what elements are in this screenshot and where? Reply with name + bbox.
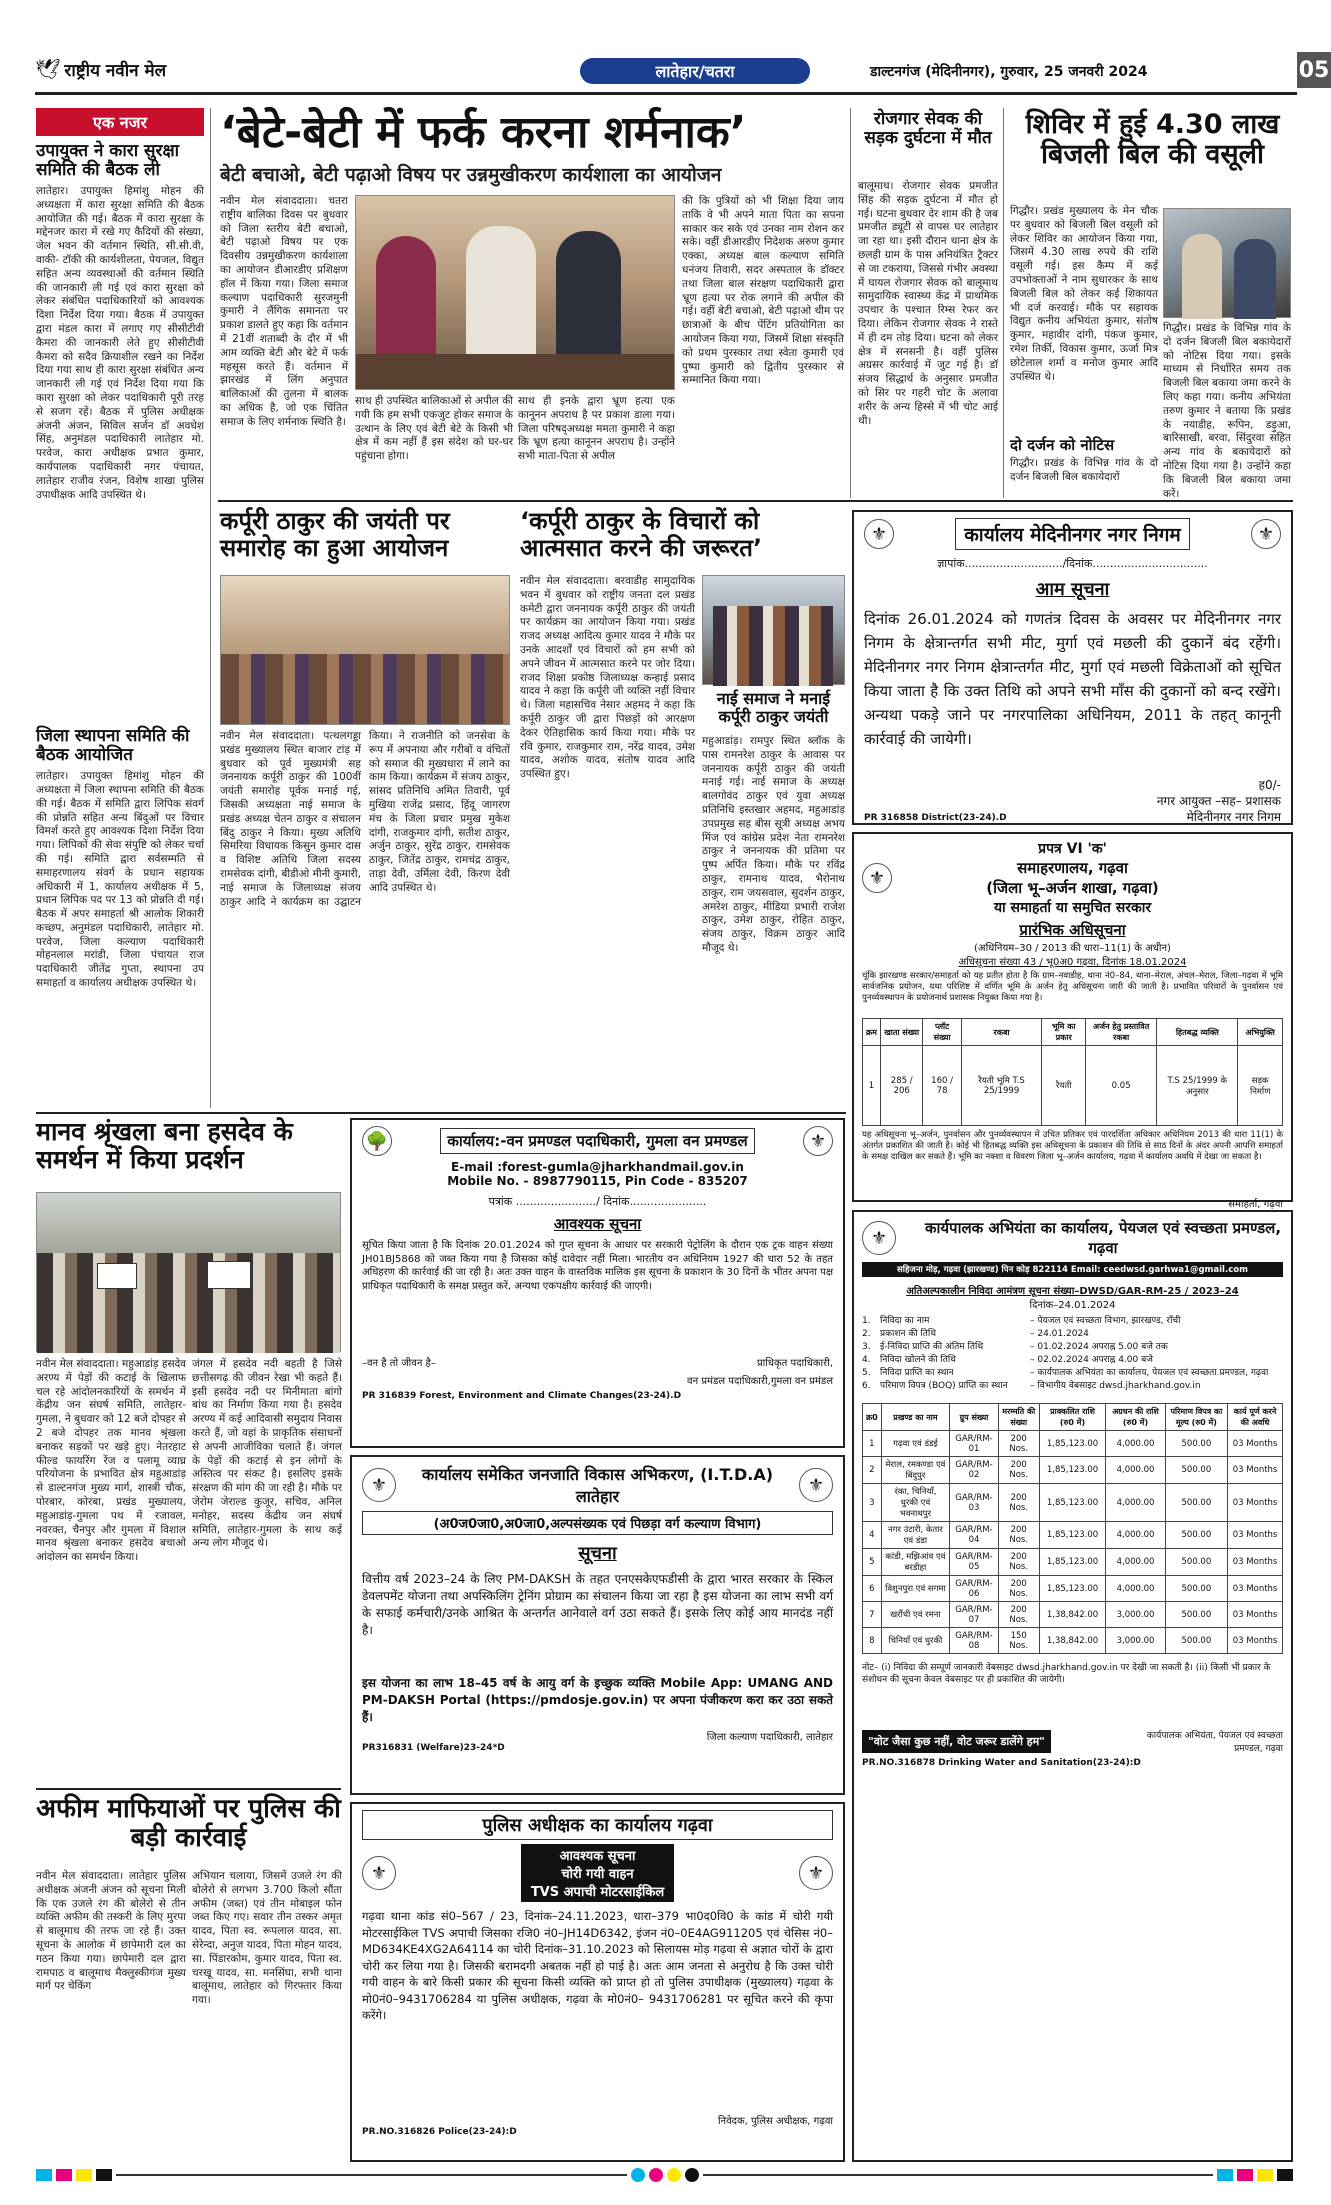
peyjal-slogan: "वोट जैसा कुछ नहीं, वोट जरूर डालेंगे हम" [862,1730,1051,1753]
nagar-nigam-pr: PR 316858 District(23-24).D [864,813,1007,823]
nagar-nigam-sig1: ह0/- [1258,778,1281,792]
table-header-cell: हितबद्ध व्यक्ति [1157,1019,1238,1046]
peyjal-notice-no: अतिअल्पकालीन निविदा आमंत्रण सूचना संख्या–DWSD/GAR-RM-25 / 2023–24 [906,1286,1239,1297]
table-cell: 1,85,123.00 [1039,1484,1106,1522]
lead-photo [355,195,675,390]
lead-col1: नवीन मेल संवाददाता। चतरा राष्ट्रीय बालिका दिवस पर बुधवार को जिला स्तरीय बेटी बचाओ, बेटी पढ़ाओ विषय पर एक दिवसीय उन्नमुखीकरण कार्यशाला का आयोजन डीआरडीए प्रशिक्षण हॉल में किया गया। जिला समाज कल्याण पदाधिकारी सुरजमुनी कुमारी ने लैंगिक समानता पर प्रकाश डालते हुए कहा कि वर्तमान में 21वीं शताब्दी के दौर में भी आम व्यक्ति बेटी और बेटे में फर्क महसूस करते हैं। वर्तमान में झारखंड में लिंग अनुपात बालिकाओं की तुलना में बालक का अधिक है, जो एक चिंतित समाज के लिए शर्मनाक स्थिति है। [220,195,348,428]
table-cell: 200 Nos. [998,1549,1039,1576]
itda-body: वित्तीय वर्ष 2023–24 के लिए PM-DAKSH के तहत एनएसकेएफडीसी के द्वारा भारत सरकार के स्किल डेवलपमेंट योजना तथा अपस्किलिंग ट्रेनिंग प्रोग्राम का संचालन किया जा रहा है इस योजना का लाभ सभी वर्ग के सफाई कर्मचारी/उनके आश्रित के अन्तर्गत आनेवाले वर्ग उठा सकते हैं। इसके लिए कोई आय मानदंड नहीं है। [362,1572,833,1637]
van-title: आवश्यक सूचना [553,1215,642,1233]
table-cell: 200 Nos. [998,1457,1039,1484]
table-cell: 03 Months [1228,1576,1283,1602]
table-row [863,1046,1283,1126]
itda-office: कार्यालय समेकित जनजाति विकास अभिकरण, (I.T.D.A) लातेहार [421,1465,774,1506]
paper-logo [35,54,210,84]
table-cell: 150 Nos. [998,1628,1039,1654]
ek-nazar-label: एक नजर [36,108,204,136]
afim-col2: अभियान चलाया, जिसमें उजले रंग की बोलेरो से लगभग 3.700 किलो सौंता अफीम (जब्त) एवं तीन मोबाइल फोन जब्त किए गए। सवार तीन तस्कर अमृत यादव, पिता स्व. रूपलाल यादव, सा. सेरेन्दा, अनुज यादव, पिता मोहन यादव, सा. पिंडारकोम, कुमार यादव, पिता स्व. चरखू यादव, सा. मनसिंघा, सभी थाना बालूमाथ, लातेहार को गिरफ्तार किया गया। [192,1870,342,2007]
table-cell: 1,85,123.00 [1039,1431,1106,1457]
emblem-icon: ⚜ [803,1126,833,1156]
table-cell: 4,000.00 [1106,1522,1165,1549]
peyjal-items [862,1315,1283,1393]
lead-col4: की कि पुत्रियों को भी शिक्षा दिया जाय ताकि वे भी अपने माता पिता का सपना साकार कर सके एवं उनका नाम रोशन कर सके। वहीं डीआरडीए निदेशक अरुण कुमार एक्का, अध्यक्ष बाल कल्याण समिति धनंजय तिवारी, सदर अस्पताल के डॉक्टर तथा जिला बाल संरक्षण पदाधिकारी द्वारा भ्रूण हत्या पर रोक लगाने की अपील की गई। वहीं बेटी बचाओ, बेटी पढ़ाओ थीम पर छात्राओं के बीच पेंटिंग प्रतियोगिता का आयोजन किया गया, जिसमें शिक्षा संस्कृति को प्रथम पुरस्कार तथा स्वेता कुमारी एवं पुष्पा कुमारी को द्वितीय पुरस्कार से सम्मानित किया गया। [682,195,844,387]
table-cell: सड़क निर्माण [1238,1046,1283,1126]
itda-notice [350,1455,845,1795]
table-cell: 1,38,842.00 [1039,1602,1106,1628]
police-office: पुलिस अधीक्षक का कार्यालय गढ़वा [362,1810,833,1840]
table-cell: GAR/RM-04 [950,1522,999,1549]
table-cell: रंका, चिनियाँ, धुरकी एवं भवनाथपुर [881,1484,949,1522]
table-cell: GAR/RM-03 [950,1484,999,1522]
table-cell: 200 Nos. [998,1602,1039,1628]
table-cell: 2 [863,1457,882,1484]
police-title2: चोरी गयी वाहन [561,1867,634,1882]
nagar-nigam-sig3: मेदिनीनगर नगर निगम [1186,810,1281,824]
van-sig2: वन प्रमंडल पदाधिकारी,गुमला वन प्रमंडल [687,1376,833,1387]
nagar-nigam-sig2: नगर आयुक्त –सह– प्रशासक [1156,794,1281,808]
table-cell: 7 [863,1602,882,1628]
h-rule-1 [218,500,1293,502]
shivir-notice-headline: दो दर्जन को नोटिस [1010,436,1115,454]
nagar-nigam-notice [852,510,1293,825]
list-item: 4. निविदा खोलने की तिथि – 02.02.2024 अपराह्न 4.00 बजे [862,1355,1153,1365]
table-cell: 5 [863,1549,882,1576]
van-sig: प्राधिकृत पदाधिकारी, [756,1358,833,1369]
van-office: कार्यालय:-वन प्रमण्डल पदाधिकारी, गुमला वन प्रमण्डल [440,1128,754,1154]
table-cell: 1 [863,1046,881,1126]
shivir-notice-body: गिद्धौर। प्रखंड के विभिन्न गांव के दो दर्जन बिजली बिल बकायेदारों को नोटिस दिया गया। इसके माध्यम से निर्धारित समय तक बिजली बिल बकाया जमा करने के लिए कहा गया। कनीय अभियंता तरुण कुमार ने बताया कि प्रखंड के नयाडीह, रूपिन, डड़ुआ, बारिसाखी, बरवा, सिंदुरवा सहित अन्य गांव के बकायेदारों को नोटिस दिया गया है। उन्होंने कहा कि बिजली बिल बकाया जमा करें। [1163,322,1291,500]
itda-sig: जिला कल्याण पदाधिकारी, लातेहार [706,1732,833,1743]
peyjal-table [862,1403,1283,1654]
table-row [863,1576,1283,1602]
table-header-cell: कार्य पूर्ण करने की अवधि [1228,1404,1283,1431]
table-header-cell: अग्रधन की राशि (रु0 में) [1106,1404,1165,1431]
afim-col1: नवीन मेल संवाददाता। लातेहार पुलिस अधीक्षक अंजनी अंजन को सूचना मिली कि एक उजले रंग की बोलेरो से तीन व्यक्ति अफीम की तस्करी के लिए मुरपा से बालूमाथ की तरफ जा रहे हैं। उक्त सूचना के आलोक में छापेमारी दल का गठन किया गया। छापेमारी दल द्वारा रामपाठ व बालूमाथ मैक्लुस्कीगंज मुख्य मार्ग पर चेकिंग [36,1870,186,1993]
list-item: 6. परिमाण विपत्र (BOQ) प्राप्ति का स्थान – विभागीय वेबसाइट dwsd.jharkhand.gov.in [862,1381,1201,1391]
h-rule-2 [36,1112,846,1114]
prapatra-office: समाहरणालय, गढ़वा [1017,859,1128,877]
peyjal-address: सहिजना मोड़, गढ़वा (झारखण्ड) पिन कोड़ 822114 Email: ceedwsd.garhwa1@gmail.com [862,1262,1283,1277]
nai-samaj-body: महुआडांड़। रामपुर स्थित ब्लॉक के पास रामनरेश ठाकुर के आवास पर जननायक कर्पूरी ठाकुर की जयंती मनाई गई। नाई समाज के अध्यक्ष बालगोवंद ठाकुर एवं युवा अध्यक्ष प्रतिनिधि इस्तखार अहमद, महुआडांड़ उपप्रमुख सह बीस सूत्री अध्यक्ष अभय मिंज एवं कांग्रेस प्रदेश नेता रामनरेश ठाकुर ने जननायक की प्रतिमा पर पुष्प अर्पित किया। मौके पर रविंद्र ठाकुर, रामनाथ यादव, भैरोनाथ ठाकुर, राम जयसवाल, सुदर्शन ठाकुर, अमरेश ठाकुर, मीडिया प्रभारी राजेश ठाकुर, उमेश ठाकुर, रोहित ठाकुर, संजय ठाकुर, विक्रम ठाकुर आदि मौजूद थे। [702,735,845,954]
table-cell: 3,000.00 [1106,1602,1165,1628]
hasdev-col2: जंगल में हसदेव नदी बहती है जिसे छत्तीसगढ़ की जीवन रेखा भी कहते हैं। इसी हसदेव नदी पर मिनीमाता बांगो बांध का निर्माण किया गया है। हसदेव अरण्य में कई आदिवासी समुदाय निवास करते हैं, जो वहां के प्राकृतिक संसाधनों से अपनी आजीविका चलाते हैं। जंगल के पेड़ों की कटाई से इन लोगों के अस्तित्व पर संकट है। इसलिए इसके संरक्षण की मांग की जा रही है। मौके पर जेरोम जेराल्ड कुजूर, सचिव, अनिल मनोहर, सदस्य केंद्रीय जन संघर्ष समिति, लातेहार-गुमला के साथ कई अन्य लोग मौजूद थे। [192,1358,342,1550]
lead-headline: ‘बेटे-बेटी में फर्क करना शर्मनाक’ [220,107,747,158]
prapatra-sub: (जिला भू–अर्जन शाखा, गढ़वा) [986,879,1159,897]
list-item: 2. प्रकाशन की तिथि – 24.01.2024 [862,1329,1089,1339]
table-cell: 03 Months [1228,1484,1283,1522]
table-cell: 500.00 [1165,1457,1228,1484]
peyjal-table-header [863,1404,1283,1431]
lead-subhead: बेटी बचाओ, बेटी पढ़ाओ विषय पर उन्नमुखीकरण कार्यशाला का आयोजन [220,164,722,186]
section-label: लातेहार/चतरा [655,62,735,81]
list-item: 3. ई-निविदा प्राप्ति की अंतिम तिथि – 01.02.2024 अपराह्न 5.00 बजे तक [862,1342,1168,1352]
section-banner [580,58,810,84]
van-email: E-mail :forest-gumla@jharkhandmail.gov.in [451,1160,744,1174]
prapatra-case: अधिसूचना संख्या 43 / भू0अ0 गढ़वा, दिनांक 18.01.2024 [958,957,1187,968]
table-cell: 500.00 [1165,1628,1228,1654]
table-header-cell: क्र0 [863,1404,882,1431]
shivir-notice-lead: गिद्धौर। प्रखंड के विभिन्न गांव के दो दर्जन बिजली बिल बकायेदारों [1010,457,1158,483]
rojgar-body: बालूमाथ। रोजगार सेवक प्रमजीत सिंह की सड़क दुर्घटना में मौत हो गई। घटना बुधवार देर शाम की है जब प्रमजीत ड्यूटी से वापस घर लातेहार जा रहा था। इसी दौरान थाना क्षेत्र के छलही ग्राम के पास अनियंत्रित ट्रैक्टर से जा टकराया, जिससे गंभीर अवस्था में घायल रोजगार सेवक को बालूमाथ सामुदायिक स्वास्थ्य केंद्र में प्राथमिक उपचार के पश्चात रिम्स रेफर कर दिया। लेकिन रोजगार सेवक ने रास्ते में ही दम तोड़ दिया। घटना को लेकर क्षेत्र में सनसनी है। वहीं पुलिस अग्रसर कार्रवाई में जुट गई है। डॉ संजय सिद्धार्थ के अनुसार प्रमजीत को सिर पर गहरी चोट के अलावा शरीर के अन्य हिस्से में भी चोट आई थी। [858,180,998,427]
lead-col3: साथ ही इनके द्वारा भ्रूण हत्या एक कानूनन अपराध है पर प्रकाश डाला गया। जिला परिषद्अध्यक्ष ममता कुमारी ने कहा कि भ्रूण हत्या कानूनन अपराध है। उन्होंने सभी माता-पिता से अपील [518,395,675,463]
table-cell: 4,000.00 [1106,1576,1165,1602]
lead-col2: साथ ही उपस्थित बालिकाओं से अपील की गयी कि हम सभी एकजुट होकर समाज के उत्थान के लिए एवं बेटी बेटे के किसी भी क्षेत्र में कम नहीं हैं इस संदेश को घर-घर पहुंचाना होगा। [355,395,513,463]
peyjal-tender-notice [852,1210,1293,2162]
shivir-photo [1163,208,1291,318]
nagar-nigam-ref: ज्ञापांक............................/दिनांक................................. [937,557,1208,570]
peyjal-office: कार्यपालक अभियंता का कार्यालय, पेयजल एवं स्वच्छता प्रमण्डल, गढ़वा [924,1219,1282,1257]
karpuri1-photo [220,575,510,725]
page-number: 05 [1297,52,1331,88]
table-cell: 1,38,842.00 [1039,1628,1106,1654]
prapatra-table [862,1018,1283,1126]
table-cell: 500.00 [1165,1576,1228,1602]
table-cell: 3,000.00 [1106,1628,1165,1654]
itda-body2: इस योजना का लाभ 18–45 वर्ष के आयु वर्ग के इच्छुक व्यक्ति Mobile App: UMANG AND PM-DAKSH Portal (https://pmdosje.gov.in) पर अपना पंजीकरण करा कर उठा सकते हैं। [362,1676,833,1724]
table-cell: रैयती भूमि T.S 25/1999 [961,1046,1042,1126]
table-cell: GAR/RM-01 [950,1431,999,1457]
table-header-cell: खाता संख्या [880,1019,923,1046]
van-pr: PR 316839 Forest, Environment and Climate Changes(23-24).D [362,1391,682,1401]
van-mobile: Mobile No. - 8987790115, Pin Code - 835207 [447,1174,748,1188]
brief-headline-1: उपायुक्त ने कारा सुरक्षा समिति की बैठक ली [36,141,180,181]
van-notice [350,1118,845,1448]
nagar-nigam-office: कार्यालय मेदिनीनगर नगर निगम [955,518,1190,550]
table-cell: 1,85,123.00 [1039,1522,1106,1549]
col-divider-left [210,108,211,1108]
brief-body-2: लातेहार। उपायुक्त हिमांशु मोहन की अध्यक्षता में जिला स्थापना समिति की बैठक की गई। बैठक में समिति द्वारा लिपिक संवर्ग की प्रोन्नति सहित अन्य बिंदुओं पर विचार विमर्श करते हुए आवश्यक दिशा निर्देश दिया गया। लिपिकों की सेवा संपुष्टि को लेकर चर्चा की गई। समिति द्वारा सर्वसम्मति से समाहरणालय संवर्ग के प्रधान सहायक अधिकारी में 1, कार्यालय अधीक्षक में 5, प्रधान लिपिक पद पर 13 को प्रोन्नति दी गई। बैठक में अपर समाहर्ता श्री आलोक शिकारी कच्छप, अनुमंडल पदाधिकारी, लातेहार मो. परवेज, जिला कल्याण पदाधिकारी मोहनलाल मरांडी, जिला पंचायत राज पदाधिकारी जीतेंद्र गुप्ता, स्थापना उप समाहर्ता व कार्यालय अधीक्षक उपस्थित थे। [36,770,204,990]
ek-nazar-column [36,108,204,1108]
table-cell: 03 Months [1228,1628,1283,1654]
table-cell: GAR/RM-05 [950,1549,999,1576]
hasdev-col1: नवीन मेल संवाददाता। महुआडांड़ हसदेव अरण्य में पेड़ों की कटाई के खिलाफ चल रहे आंदोलनकारियों के समर्थन में केंद्रीय जन संघर्ष समिति, लातेहार-गुमला, ने बुधवार को 12 बजे दोपहर से 2 बजे दोपहर तक मानव श्रृंखला बनाकर सड़कों पर खड़े हुए। नेतरहाट फील्ड फायरिंग रेंज व पलामू व्याघ्र परियोजना के प्रभावित क्षेत्र महुआडांड़ से डाल्टनगंज मुख्य मार्ग, शास्त्री चौक, पोरबार, कोरबा, प्रखंड मुख्यालय, महुआडांड़-गुमला पथ में रजावल, नवरक्त, चैनपुर और गुमला में विशाल मानव श्रृंखला बनाकर हसदेव बचाओ आंदोलन का समर्थन किया। [36,1358,186,1564]
karpuri1-body: नवीन मेल संवाददाता। पत्थलगड्डा प्रखंड मुख्यालय स्थित बाजार टांड़ में बुधवार को पूर्व मुख्यमंत्री सह जननायक कर्पूरी ठाकुर की 100वीं जयंती समारोह पूर्वक मनाई गई, जिसकी अध्यक्षता नाई समाज के प्रखंड अध्यक्ष चेतन ठाकुर व संचालन बिंदु ठाकुर ने किया। मुख्य अतिथि सिमरिया विधायक किसुन कुमार दास व विशिष्ट अतिथि जिला सदस्य रामसेवक दांगी, बीडीओ मीनी कुमारी, नाई समाज के जिलाध्यक्ष संजय ठाकुर आदि ने कार्यक्रम का उद्घाटन किया। ने राजनीति को जनसेवा के रूप में अपनाया और गरीबों व वंचितों को समाज की मुख्यधारा में लाने का काम किया। कार्यक्रम में संजय ठाकुर, सांसद प्रतिनिधि अमित तिवारी, पूर्व मुखिया राजेंद्र प्रसाद, हिंदू जागरण मंच के जिला प्रचार प्रमुख मुकेश दांगी, राजकुमार दांगी, सतीश ठाकुर, अर्जुन ठाकुर, सुरेंद्र ठाकुर, रामसेवक ठाकुर, जितेंद्र ठाकुर, रामचंद्र ठाकुर, ताड़ा देवी, उर्मिला देवी, किरण देवी आदि उपस्थित थे। [220,730,510,908]
prapatra-body2: यह अधिसूचना भू–अर्जन, पुनर्वासन और पुनर्व्यवस्थापन में उचित प्रतिकर एवं पारदर्शिता अधिकार अधिनियम 2013 की धारा 11(1) के अंतर्गत प्रकाशित की जाती है। कोई भी हितबद्ध व्यक्ति इस अधिसूचना के प्रकाशन की तिथि से साठ दिनों के अंदर अपनी आपत्ति समाहर्ता के समक्ष दाखिल कर सकते हैं। भूमि का नक्शा व विवरण जिला भू–अर्जन कार्यालय, गढ़वा में कार्यालय अवधि में देखा जा सकता है। [862,1130,1283,1162]
table-cell: GAR/RM-07 [950,1602,999,1628]
table-cell: T.S 25/1999 के अनुसार [1157,1046,1238,1126]
itda-title: सूचना [578,1543,617,1564]
police-sig: निवेदक, पुलिस अधीक्षक, गढ़वा [717,2116,833,2127]
afim-headline: अफीम माफियाओं पर पुलिस की बड़ी कार्रवाई [36,1794,341,1854]
table-cell: 03 Months [1228,1549,1283,1576]
table-cell: 4,000.00 [1106,1457,1165,1484]
table-cell: 03 Months [1228,1431,1283,1457]
nagar-nigam-title: आम सूचना [1035,579,1110,600]
karpuri2-photo [702,575,845,685]
police-emblem-icon-right: ⚜ [799,1856,833,1890]
hasdev-headline: मानव श्रृंखला बना हसदेव के समर्थन में किया प्रदर्शन [36,1117,293,1174]
table-cell: 1,85,123.00 [1039,1457,1106,1484]
col-divider-mid [850,108,851,498]
table-header-cell: क्रम [863,1019,881,1046]
table-cell: 500.00 [1165,1602,1228,1628]
masthead [35,48,1330,100]
prapatra-title: प्रारंभिक अधिसूचना [1019,921,1126,939]
karpuri2-headline: ‘कर्पूरी ठाकुर के विचारों को आत्मसात करने की जरूरत’ [520,507,763,562]
itda-sub: (अ0ज0जा0,अ0जा0,अल्पसंख्यक एवं पिछड़ा वर्ग कल्याण विभाग) [362,1511,833,1535]
shivir-body: गिद्धौर। प्रखंड मुख्यालय के मेन चौक पर बुधवार को बिजली बिल वसूली को लेकर शिविर का आयोजन किया गया, जिसमें 4.30 लाख रुपये की राशि वसूली गई। इस कैम्प में कई उपभोक्ताओं ने नाम सुधारकर के साथ बिजली बिल को लेकर कई शिकायत भी दर्ज करवाई। मौके पर सहायक विद्युत कनीय अभियंता कुमार, संतोष कुमार, महावीर दांगी, पंकज कुमार, रमेश तिर्की, विकास कुमार, ऊर्जा मित्र छोटेलाल शर्मा व मनोज कुमार आदि उपस्थित थे। [1010,205,1158,383]
table-cell: 4,000.00 [1106,1484,1165,1522]
peyjal-pr: PR.NO.316878 Drinking Water and Sanitation(23-24):D [862,1758,1141,1768]
prapatra-body: चूंकि झारखण्ड सरकार/समाहर्ता को यह प्रतीत होता है कि ग्राम–नवाडीह, थाना नं0–84, थाना–मेराल, अंचल–मेराल, जिला–गढ़वा में भूमि सार्वजनिक प्रयोजन, यथा परिशिष्ट में वर्णित भूमि के अर्जन हेतु अधिसूचना जारी की जाती है। प्रभावित परिवारों के पुनर्वासन एवं पुनर्व्यवस्थापन के प्रयोजनार्थ प्रशासक नियुक्त किया गया है। [862,971,1283,1003]
table-cell: 200 Nos. [998,1431,1039,1457]
police-notice [350,1802,845,2162]
table-cell: 200 Nos. [998,1576,1039,1602]
table-header-cell: प्राक्कलित राशि (रु0 में) [1039,1404,1106,1431]
karpuri2-body: नवीन मेल संवाददाता। बरवाडीह सामुदायिक भवन में बुधवार को राष्ट्रीय जनता दल प्रखंड कमेटी द्वारा जननायक कर्पूरी ठाकुर की जयंती पर कार्यक्रम का आयोजन किया गया। प्रखंड राजद अध्यक्ष आदित्य कुमार यादव ने मौके पर उनके आदर्शों एवं विचारों को हम सभी को अपने जीवन में आत्मसात करने पर जोर दिया। राजद शिक्षा प्रकोष्ठ जिलाध्यक्ष कन्हाई प्रसाद यादव ने कहा कि कर्पूरी जी व्यक्ति नहीं विचार थे। जिला महासचिव नेसार अहमद ने कहा कि कर्पूरी ठाकुर जी द्वारा पिछड़ों को आरक्षण देकर ऐतिहासिक कार्य किया गया। मौके पर रवि कुमार, राजकुमार राम, नरेंद्र यादव, उमेश यादव, अशोक यादव, संतोष यादव आदि उपस्थित हुए। [520,575,695,781]
list-item: 5. निविदा प्राप्ति का स्थान – कार्यपालक अभियंता का कार्यालय, पेयजल एवं स्वच्छता प्रमण्डल, गढ़वा [862,1368,1269,1378]
rojgar-headline: रोजगार सेवक की सड़क दुर्घटना में मौत [864,109,992,149]
peyjal-note: नोट– (i) निविदा की सम्पूर्ण जानकारी वेबसाइट dwsd.jharkhand.gov.in पर देखी जा सकती है। (ii) किसी भी प्रकार के संशोधन की सूचना केवल वेबसाइट पर ही प्रकाशित की जायेगी। [862,1663,1271,1685]
brief-body-1: लातेहार। उपायुक्त हिमांशु मोहन की अध्यक्षता में कारा सुरक्षा समिति की बैठक आयोजित की गई। बैठक में कारा सुरक्षा के मद्देनजर कारा में रखे गए कैदियों की संख्या, जेल भवन की वर्तमान स्थिति, सी.सी.वी, वाकी- टॉकी की कार्यशीलता, पेयजल, विद्युत सहित अन्य व्यवस्थाओं की वर्तमान स्थिति की जानकारी ली गई एवं कारा सुरक्षा को लेकर संबंधित पदाधिकारियों को आवश्यक दिशा निर्देश दिया गया। बैठक में उपायुक्त द्वारा मंडल कारा में लगाए गए सीसीटीवी कैमरा की जानकारी लेते हुए सीसीटीवी कैमरा को सदैव क्रियाशील रखने का निर्देश दिया गया साथ ही कारा सुरक्षा संबंधित अन्य जानकारी ली गई एवं निर्देश दिया गया कि कारा सुरक्षा को लेकर पदाधिकारी पूरी तरह से सजग रहें। बैठक में पुलिस अधीक्षक अंजनी अंजन, सिविल सर्जन डॉ अवधेश सिंह, अनुमंडल पदाधिकारी लातेहार मो. परवेज, कारा अधीक्षक प्रभात कुमार, कार्यपालक पदाधिकारी नगर पंचायत, लातेहार राजीव रंजन, विशेष शाखा पुलिस उपाधीक्षक आदि उपस्थित थे। [36,185,204,501]
table-header-cell: प्लॉट संख्या [923,1019,961,1046]
karpuri1-headline: कर्पूरी ठाकुर की जयंती पर समारोह का हुआ आयोजन [220,507,450,562]
table-cell: 1,85,123.00 [1039,1549,1106,1576]
table-cell: मेराल, रमकण्डा एवं बिंदुपुर [881,1457,949,1484]
masthead-rule [35,92,1297,95]
table-cell: GAR/RM-08 [950,1628,999,1654]
emblem-icon: ⚜ [362,1468,396,1502]
emblem-icon-right: ⚜ [1251,519,1281,549]
table-row [863,1431,1283,1457]
table-header-cell: रकबा [961,1019,1042,1046]
table-header-cell: अर्जन हेतु प्रस्तावित रकबा [1086,1019,1157,1046]
table-cell: 160 / 78 [923,1046,961,1126]
table-cell: GAR/RM-06 [950,1576,999,1602]
table-cell: 4,000.00 [1106,1431,1165,1457]
itda-pr: PR316831 (Welfare)23-24*D [362,1743,505,1753]
prapatra-notice [852,832,1293,1210]
emblem-icon: ⚜ [862,863,892,893]
police-pr: PR.NO.316826 Police(23-24):D [362,2127,517,2137]
emblem-icon: ⚜ [862,1221,896,1255]
table-cell: GAR/RM-02 [950,1457,999,1484]
prapatra-form: प्रपत्र VI 'क' [1038,841,1107,857]
col-divider-rojgar [1003,108,1004,498]
table-cell: 0.05 [1086,1046,1157,1126]
table-header-cell: भूमि का प्रकार [1042,1019,1086,1046]
footer-color-bar [36,2168,1293,2182]
table-cell: 500.00 [1165,1549,1228,1576]
table-row [863,1602,1283,1628]
table-cell: 1 [863,1431,882,1457]
table-cell: 03 Months [1228,1457,1283,1484]
peyjal-sig: कार्यपालक अभियंता, पेयजल एवं स्वच्छता प्रमण्डल, गढ़वा [1146,1731,1283,1754]
table-header-cell: ग्रुप संख्या [950,1404,999,1431]
prapatra-sub2: या समाहर्ता या समुचित सरकार [993,900,1152,916]
table-cell: 03 Months [1228,1602,1283,1628]
table-cell: 500.00 [1165,1522,1228,1549]
table-header-cell: प्रखण्ड का नाम [881,1404,949,1431]
nai-samaj-headline: नाई समाज ने मनाई कर्पूरी ठाकुर जयंती [716,689,831,726]
table-row [863,1522,1283,1549]
table-cell: 8 [863,1628,882,1654]
emblem-icon-right: ⚜ [799,1468,833,1502]
table-cell: 200 Nos. [998,1484,1039,1522]
h-rule-3 [36,1788,341,1790]
table-header-cell: अभियुक्ति [1238,1019,1283,1046]
dateline: डाल्टनगंज (मेदिनीनगर), गुरुवार, 25 जनवरी 2024 [870,64,1148,80]
table-cell: 500.00 [1165,1431,1228,1457]
table-cell: 1,85,123.00 [1039,1576,1106,1602]
prapatra-act: (अधिनियम–30 / 2013 की धारा–11(1) के अधीन) [974,943,1171,954]
table-cell: खरौंधी एवं रमना [881,1602,949,1628]
table-cell: विशुनपुरा एवं सगमा [881,1576,949,1602]
prapatra-sig: समाहर्ता, गढ़वा [1228,1199,1283,1210]
shivir-headline: शिविर में हुई 4.30 लाख बिजली बिल की वसूली [1025,109,1280,171]
van-body: सूचित किया जाता है कि दिनांक 20.01.2024 को गुप्त सूचना के आधार पर सरकारी पेट्रोलिंग के दौरान एक ट्रक वाहन संख्या JH01BJ5868 को जब्त किया गया है जिसका कोई दावेदार नहीं मिला। भारतीय वन अधिनियम 1927 की धारा 52 के तहत अधिहरण की कार्रवाई की जा रही है। अतः उक्त वाहन के वास्तविक मालिक इस सूचना के प्रकाशन के 30 दिनों के भीतर अपना पक्ष प्राधिकृत पदाधिकारी के समक्ष प्रस्तुत करें, अन्यथा एकपक्षीय कार्रवाई की जाएगी। [362,1240,833,1292]
table-row [863,1457,1283,1484]
table-row [863,1549,1283,1576]
list-item: 1. निविदा का नाम – पेयजल एवं स्वच्छता विभाग, झारखण्ड, राँची [862,1316,1181,1326]
table-cell: चिनियाँ एवं धुरकी [881,1628,949,1654]
peyjal-date: दिनांक–24.01.2024 [1029,1300,1116,1311]
table-cell: कांडी, मझिआंव एवं बरडीहा [881,1549,949,1576]
table-cell: 200 Nos. [998,1522,1039,1549]
table-cell: रैयती [1042,1046,1086,1126]
table-cell: 03 Months [1228,1522,1283,1549]
table-cell: नगर उंटारी, केतार एवं डंडा [881,1522,949,1549]
table-cell: 4,000.00 [1106,1549,1165,1576]
paper-name: राष्ट्रीय नवीन मेल [64,60,167,81]
brief-headline-2: जिला स्थापना समिति की बैठक आयोजित [36,726,190,766]
van-ref: पत्रांक ......................./ दिनांक...................... [488,1195,707,1208]
table-header-cell: मरम्मति की संख्या [998,1404,1039,1431]
van-slogan: –वन है तो जीवन है– [362,1358,436,1369]
nagar-nigam-body: दिनांक 26.01.2024 को गणतंत्र दिवस के अवसर पर मेदिनीनगर नगर निगम के क्षेत्रान्तर्गत सभी मीट, मुर्गा एवं मछली की दुकानें बंद रहेंगी। मेदिनीनगर नगर निगम क्षेत्रान्तर्गत मीट, मुर्गा एवं मछली विक्रेताओं को सूचित किया जाता है कि उक्त तिथि को अपने सभी माँस की दुकानों को बन्द रखेंगे। अन्यथा पकड़े जाने पर नगरपालिका अधिनियम, 2011 के तहत् कानूनी कार्रवाई की जायेगी। [864,610,1281,748]
bird-logo-icon: 🕊 [35,57,61,81]
police-body: गढ़वा थाना कांड सं0–567 / 23, दिनांक–24.11.2023, धारा–379 भा0द0वि0 के कांड में चोरी गयी मोटरसाईकिल TVS अपाची जिसका रजि0 नं0–JH14D6342, इंजन नं0–0E4AG911205 एवं चेसिस नं0–MD634KE4XG2A64114 का चोरी दिनांक–31.10.2023 को सिलायस मोड़ गढ़वा से अज्ञात चोरों के द्वारा चोरी कर लिया गया है। जिसकी बरामदगी अबतक नहीं हो पाई है। अतः आम जनता से अनुरोध है कि उक्त चोरी गयी वाहन के बारे किसी प्रकार की सूचना किसी व्यक्ति को प्राप्त हो तो पुलिस उपाधीक्षक (मुख्यालय) गढ़वा के मो0नं0–9431706284 या पुलिस अधीक्षक, गढ़वा के मो0नं0– 9431706281 पर सूचित करने की कृपा करेंगे। [362,1909,833,2022]
table-cell: 3 [863,1484,882,1522]
police-title: आवश्यक सूचना [559,1849,636,1864]
table-row [863,1628,1283,1654]
table-cell: 6 [863,1576,882,1602]
emblem-icon: ⚜ [864,519,894,549]
table-cell: गढ़वा एवं डंडई [881,1431,949,1457]
table-cell: 285 / 206 [880,1046,923,1126]
forest-emblem-icon: 🌳 [362,1126,392,1156]
prapatra-table-header [863,1019,1283,1046]
table-header-cell: परिमाण विपत्र का मूल्य (रु0 में) [1165,1404,1228,1431]
police-title3: TVS अपाची मोटरसाईकिल [530,1885,665,1900]
table-cell: 500.00 [1165,1484,1228,1522]
police-emblem-icon: ⚜ [362,1856,396,1890]
table-row [863,1484,1283,1522]
table-cell: 4 [863,1522,882,1549]
hasdev-photo [36,1192,341,1352]
